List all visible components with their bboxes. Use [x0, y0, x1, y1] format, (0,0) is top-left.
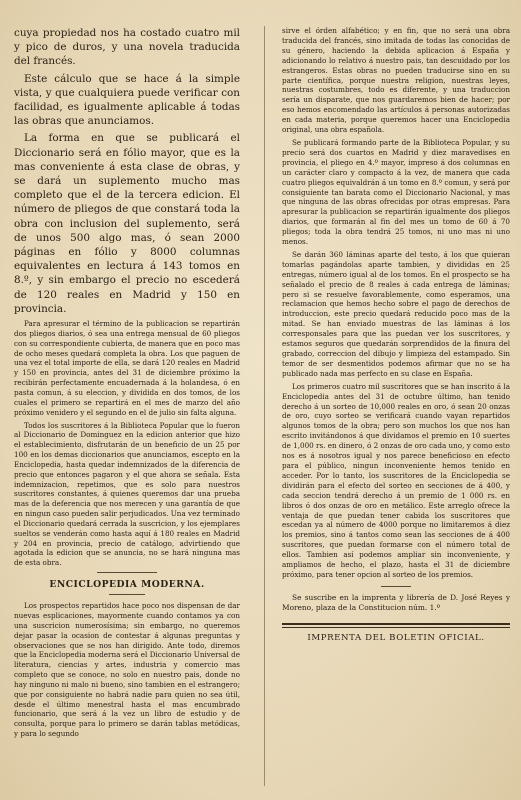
paragraph: sirve el órden alfabético; y en fin, que no será una obra traducida del francés, sino imitada de todas las conocidas de su género, haciendo la debida aplicacion á España y adicionando lo relativo á nuestro pais, tan descuidado por los estrangeros. Estas obras no pueden traducirse sino en su parte científica, porque nuestra religion, nuestras leyes, nuestras costumbres, todo es diferente, y una traduccion sería un disparate, que nos guardaremos bien de hacer; por eso hemos encomendado las artículos á personas autorizadas en cada materia, porque queremos hacer una Enciclopedia original, una obra española. — [282, 26, 510, 135]
section-divider — [381, 586, 411, 587]
left-small-text — [14, 319, 240, 568]
left-large-text — [14, 26, 240, 316]
left-section-text — [14, 601, 240, 739]
subscription-note: Se suscribe en la imprenta y librería de D. José Reyes y Moreno, plaza de la Constitucion núm. 1.º — [282, 592, 510, 612]
column-divider — [264, 26, 265, 786]
section-divider — [109, 594, 145, 595]
section-divider — [97, 572, 157, 573]
paragraph: Los prospectos repartidos hace poco nos dispensan de dar nuevas esplicaciones, mayormente cuando contamos ya con una suscricion numerosísima; sin embargo, no queremos dejar pasar la ocasion de contestar á algunas preguntas y observaciones que se nos han dirigido. Ante todo, diremos que la Enciclopedia moderna será el Diccionario Universal de literatura, ciencias y artes, industria y comercio mas completo que se conoce, no solo en nuestro pais, donde no hay ninguno ni malo ni bueno, sino tambien en el estrangero; que por consiguiente no habrá nadie para quien no sea útil, desde el último menestral hasta el mas encumbrado funcionario, que será á la vez un libro de estudio y de consulta, porque para lo primero se darán tablas metódicas, y para lo segundo — [14, 601, 240, 739]
right-text — [282, 26, 510, 580]
paragraph: Todos los suscritores á la Biblioteca Popular que lo fueron al Diccionario de Dominguez en la edicion anterior que hizo el establecimiento, disfrutarán de un beneficio de un 25 por 100 en los demas diccionarios que anunciamos, escepto en la Enciclopedia, hasta quedar indemnizados de la diferencia de precio que entonces pagaron y el que ahora se señala. Esta indemnizacion, repetimos, que es solo para nuestros suscritores constantes, á quienes queremos dar una prueba mas de la deferencia que nos merecen y una garantía de que en ningun caso pueden salir perjudicados. Una vez terminado el Diccionario quedará cerrada la suscricion, y los ejemplares sueltos se venderán como hasta aquí á 180 reales en Madrid y 204 en provincia, precio de catálogo, advirtiendo que agotada la edicion que se anuncia, no se hará ninguna mas de esta obra. — [14, 420, 240, 568]
imprint-line: IMPRENTA DEL BOLETIN OFICIAL. — [307, 632, 485, 643]
paragraph: La forma en que se publicará el Diccionario será en fólio mayor, que es la mas conveniente á esta clase de obras, y se dará un suplemento mucho mas completo que el de la tercera edicion. El número de pliegos de que constará toda la obra con inclusion del suplemento, será de unos 500 algo mas, ó sean 2000 páginas en fólio y 8000 columnas equivalentes en lectura á 143 tomos en 8.º, y sin embargo el precio no escederá de 120 reales en Madrid y 150 en provincia. — [14, 132, 240, 315]
paragraph: Para apresurar el término de la publicacion se repartirán dos pliegos diarios, ó sea una entrega mensual de 60 pliegos con su correspondiente cubierta, de manera que en poco mas de ocho meses quedará completa la obra. Los que paguen de una vez el total importe de ella, se dará 120 reales en Madrid y 150 en provincia, antes del 31 de diciembre próximo la recibirán perfectamente encuadernada á la holandesa, ó en pasta comun, á su eleccion, y dividida en dos tomos, de los cuales el primero se repartirá en el mes de marzo del año próximo venidero y el segundo en el de julio sin falta alguna. — [14, 319, 240, 417]
paragraph: Los primeros cuatro mil suscritores que se han inscrito á la Enciclopedia antes del 31 de octubre último, han tenido derecho á un sorteo de 10,000 reales en oro, ó sean 20 onzas de oro, cuyo sorteo se verificará cuando vayan repartidos algunos tomos de la obra; pero son muchos los que nos han escrito invitándonos á que dividamos el premio en 10 suertes de 1,000 rs. en dinero, ó 2 onzas de oro cada uno, y como esto nos es á nosotros igual y nos parece beneficioso en efecto para el público, ningun inconveniente hemos tenido en acceder. Por lo tanto, los suscritores de la Enciclopedia se dividirán para el efecto del sorteo en secciones de á 400, y cada seccion tendrá derecho á un premio de 1 000 rs. en libros ó dos onzas de oro en metálico. Este arreglo ofrece la ventaja de que puedan tener cabida los suscritores que escedan ya al número de 4000 porque no limitaremos á diez los premios, sino á tantos como sean las secciones de á 400 suscritores, que puedan formarse con el número total de ellos. Tambien así podemos ampliar sin inconveniente, y ampliamos de hecho, el plazo, hasta el 31 de diciembre próximo, para tener opcion al sorteo de los premios. — [282, 381, 510, 579]
footer-rule — [282, 623, 510, 625]
paragraph: Se darán 360 láminas aparte del testo, á los que quieran tomarlas pagándolas aparte tambien, y divididas en 25 entregas, número igual al de los tomos. En el prospecto se ha señalado el precio de 8 reales á cada entrega de láminas; pero si se resuelve favorablemente, como esperamos, una reclamacion que hemos hecho sobre el pago de derechos de introduccion, este precio quedará reducido poco mas de la mitad. Se han enviado muestras de las láminas á los corresponsales para que las puedan ver los suscritores, y estamos seguros que quedarán sorprendidos de la finura del grabado, correccion del dibujo y limpieza del estampado. Sin temor de ser desmentidos podemos afirmar que no se ha publicado nada mas perfecto en su clase en España. — [282, 249, 510, 378]
paragraph: Este cálculo que se hace á la simple vista, y que cualquiera puede verificar con facilidad, es igualmente aplicable á todas las obras que anunciamos. — [14, 72, 240, 128]
right-column — [282, 26, 510, 643]
left-column — [14, 26, 240, 742]
section-title: ENCICLOPEDIA MODERNA. — [49, 579, 205, 591]
paragraph: Se publicará formando parte de la Biblioteca Popular, y su precio será dos cuartos en Madrid y diez maravedises en provincia, el pliego en 4.º mayor, impreso á dos columnas en un carácter claro y compacto á la vez, de manera que cada cuatro pliegos equivaldrán á un tomo en 8.º comun, y será por consiguiente tan barata como el Diccionario Nacional, y mas que ninguna de las obras ofrecidas por otras empresas. Para apresurar la publicacion se repartirán igualmente dos pliegos diarios, que formarán al fin del mes un tomo de 60 á 70 pliegos; toda la obra tendrá 25 tomos, ni uno mas ni uno menos. — [282, 137, 510, 247]
footer-rule — [282, 627, 510, 628]
paragraph: cuya propiedad nos ha costado cuatro mil y pico de duros, y una novela traducida del francés. — [14, 27, 240, 68]
